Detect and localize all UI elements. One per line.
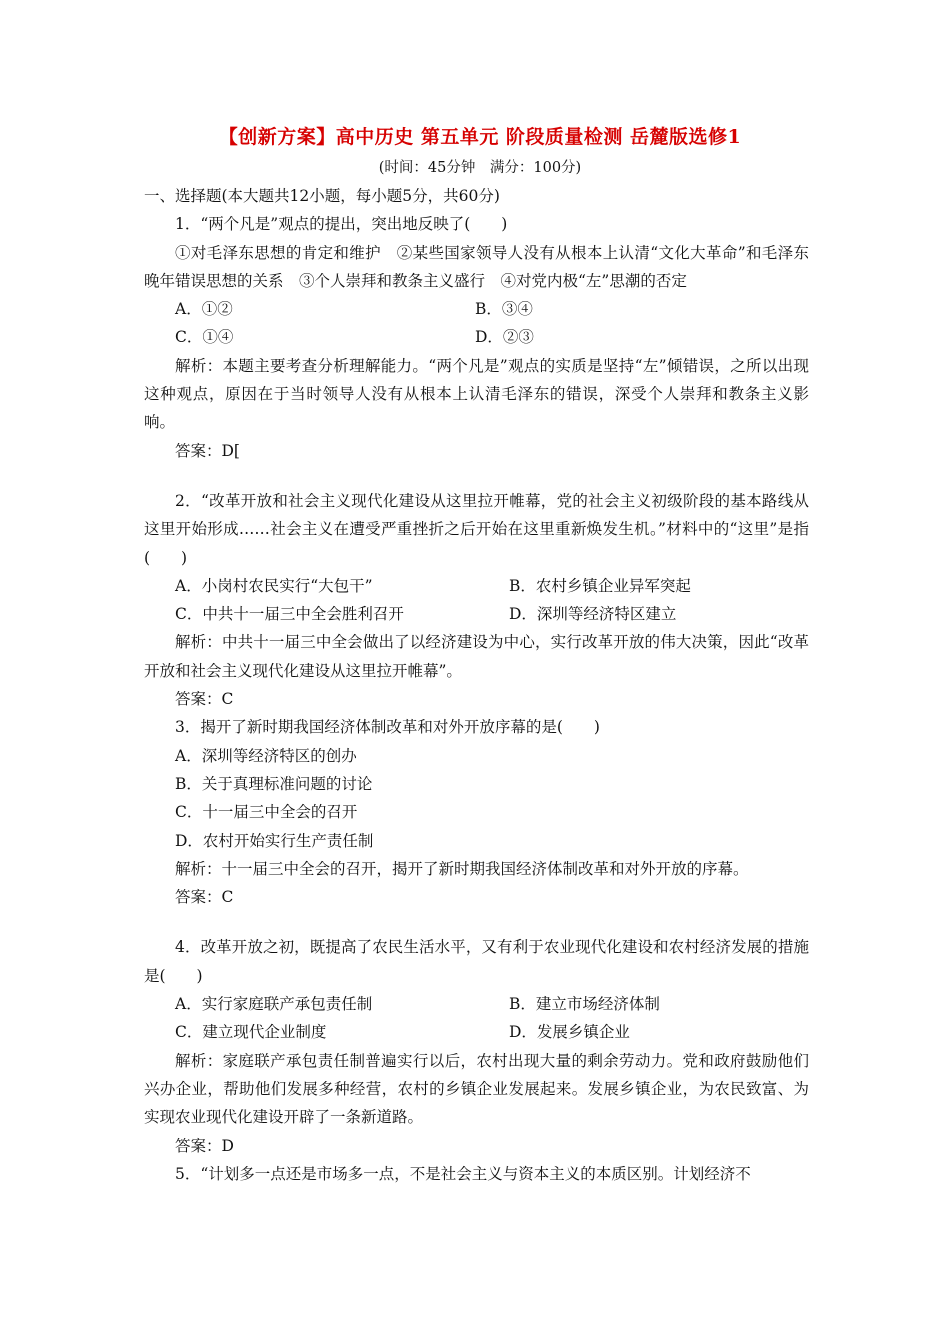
q4-options-row-2 xyxy=(144,1018,809,1046)
q4-option-c: C．建立现代企业制度 xyxy=(175,1023,327,1042)
q2-analysis: 解析：中共十一届三中全会做出了以经济建设为中心，实行改革开放的伟大决策，因此“改革开放和社会主义现代化建设从这里拉开帷幕”。 xyxy=(144,633,809,680)
q4-options-row-1 xyxy=(144,990,809,1018)
q2-option-d: D．深圳等经济特区建立 xyxy=(509,605,677,624)
document-subtitle: (时间：45分钟 满分：100分) xyxy=(378,160,582,176)
q2-option-c: C．中共十一届三中全会胜利召开 xyxy=(175,605,404,624)
q3-option-a: A．深圳等经济特区的创办 xyxy=(175,746,357,765)
q3-analysis: 解析：十一届三中全会的召开，揭开了新时期我国经济体制改革和对外开放的序幕。 xyxy=(175,859,749,878)
q1-option-b: B．③④ xyxy=(475,300,533,319)
q2-stem: 2．“改革开放和社会主义现代化建设从这里拉开帷幕，党的社会主义初级阶段的基本路线从这里开始形成……社会主义在遭受严重挫折之后开始在这里重新焕发生机。”材料中的“这里”是指( ) xyxy=(144,491,809,567)
q1-stem: 1．“两个凡是”观点的提出，突出地反映了( ) xyxy=(175,215,508,234)
q4-stem: 4．改革开放之初，既提高了农民生活水平，又有利于农业现代化建设和农村经济发展的措施是( ) xyxy=(144,938,809,985)
q1-option-a: A．①② xyxy=(175,300,233,319)
q2-options-row-2 xyxy=(144,600,809,628)
q1-analysis: 解析：本题主要考查分析理解能力。“两个凡是”观点的实质是坚持“左”倾错误，之所以出现这种观点，原因在于当时领导人没有从根本上认清毛泽东的错误，深受个人崇拜和教条主义影响。 xyxy=(144,356,809,432)
q1-option-c: C．①④ xyxy=(175,328,234,347)
q4-option-b: B．建立市场经济体制 xyxy=(509,995,660,1014)
q3-option-c: C．十一届三中全会的召开 xyxy=(175,803,358,822)
q4-answer: 答案：D xyxy=(175,1136,234,1155)
q4-option-d: D．发展乡镇企业 xyxy=(509,1023,630,1042)
q1-answer: 答案：D[ xyxy=(175,441,240,460)
document-body xyxy=(144,182,809,1188)
q1-option-d: D．②③ xyxy=(475,328,534,347)
q2-option-a: A．小岗村农民实行“大包干” xyxy=(175,576,373,595)
q3-option-d: D．农村开始实行生产责任制 xyxy=(175,831,374,850)
q1-options-row-2 xyxy=(144,323,809,351)
q5-stem: 5．“计划多一点还是市场多一点，不是社会主义与资本主义的本质区别。计划经济不 xyxy=(175,1164,751,1183)
q4-analysis: 解析：家庭联产承包责任制普遍实行以后，农村出现大量的剩余劳动力。党和政府鼓励他们兴办企业，帮助他们发展多种经营，农村的乡镇企业发展起来。发展乡镇企业，为农民致富、为实现农业现代化建设开辟了一条新道路。 xyxy=(144,1051,809,1127)
q2-answer: 答案：C xyxy=(175,690,234,709)
q1-body: ①对毛泽东思想的肯定和维护 ②某些国家领导人没有从根本上认清“文化大革命”和毛泽东晚年错误思想的关系 ③个人崇拜和教条主义盛行 ④对党内极“左”思潮的否定 xyxy=(144,243,809,290)
q3-stem: 3．揭开了新时期我国经济体制改革和对外开放序幕的是( ) xyxy=(175,718,600,737)
q4-option-a: A．实行家庭联产承包责任制 xyxy=(175,995,373,1014)
q2-option-b: B．农村乡镇企业异军突起 xyxy=(509,576,691,595)
document-title: 【创新方案】高中历史 第五单元 阶段质量检测 岳麓版选修1 xyxy=(218,126,742,148)
q1-options-row-1 xyxy=(144,295,809,323)
q3-option-b: B．关于真理标准问题的讨论 xyxy=(175,774,373,793)
q2-options-row-1 xyxy=(144,572,809,600)
q3-answer: 答案：C xyxy=(175,888,234,907)
section-heading: 一、选择题(本大题共12小题，每小题5分，共60分) xyxy=(144,187,500,205)
